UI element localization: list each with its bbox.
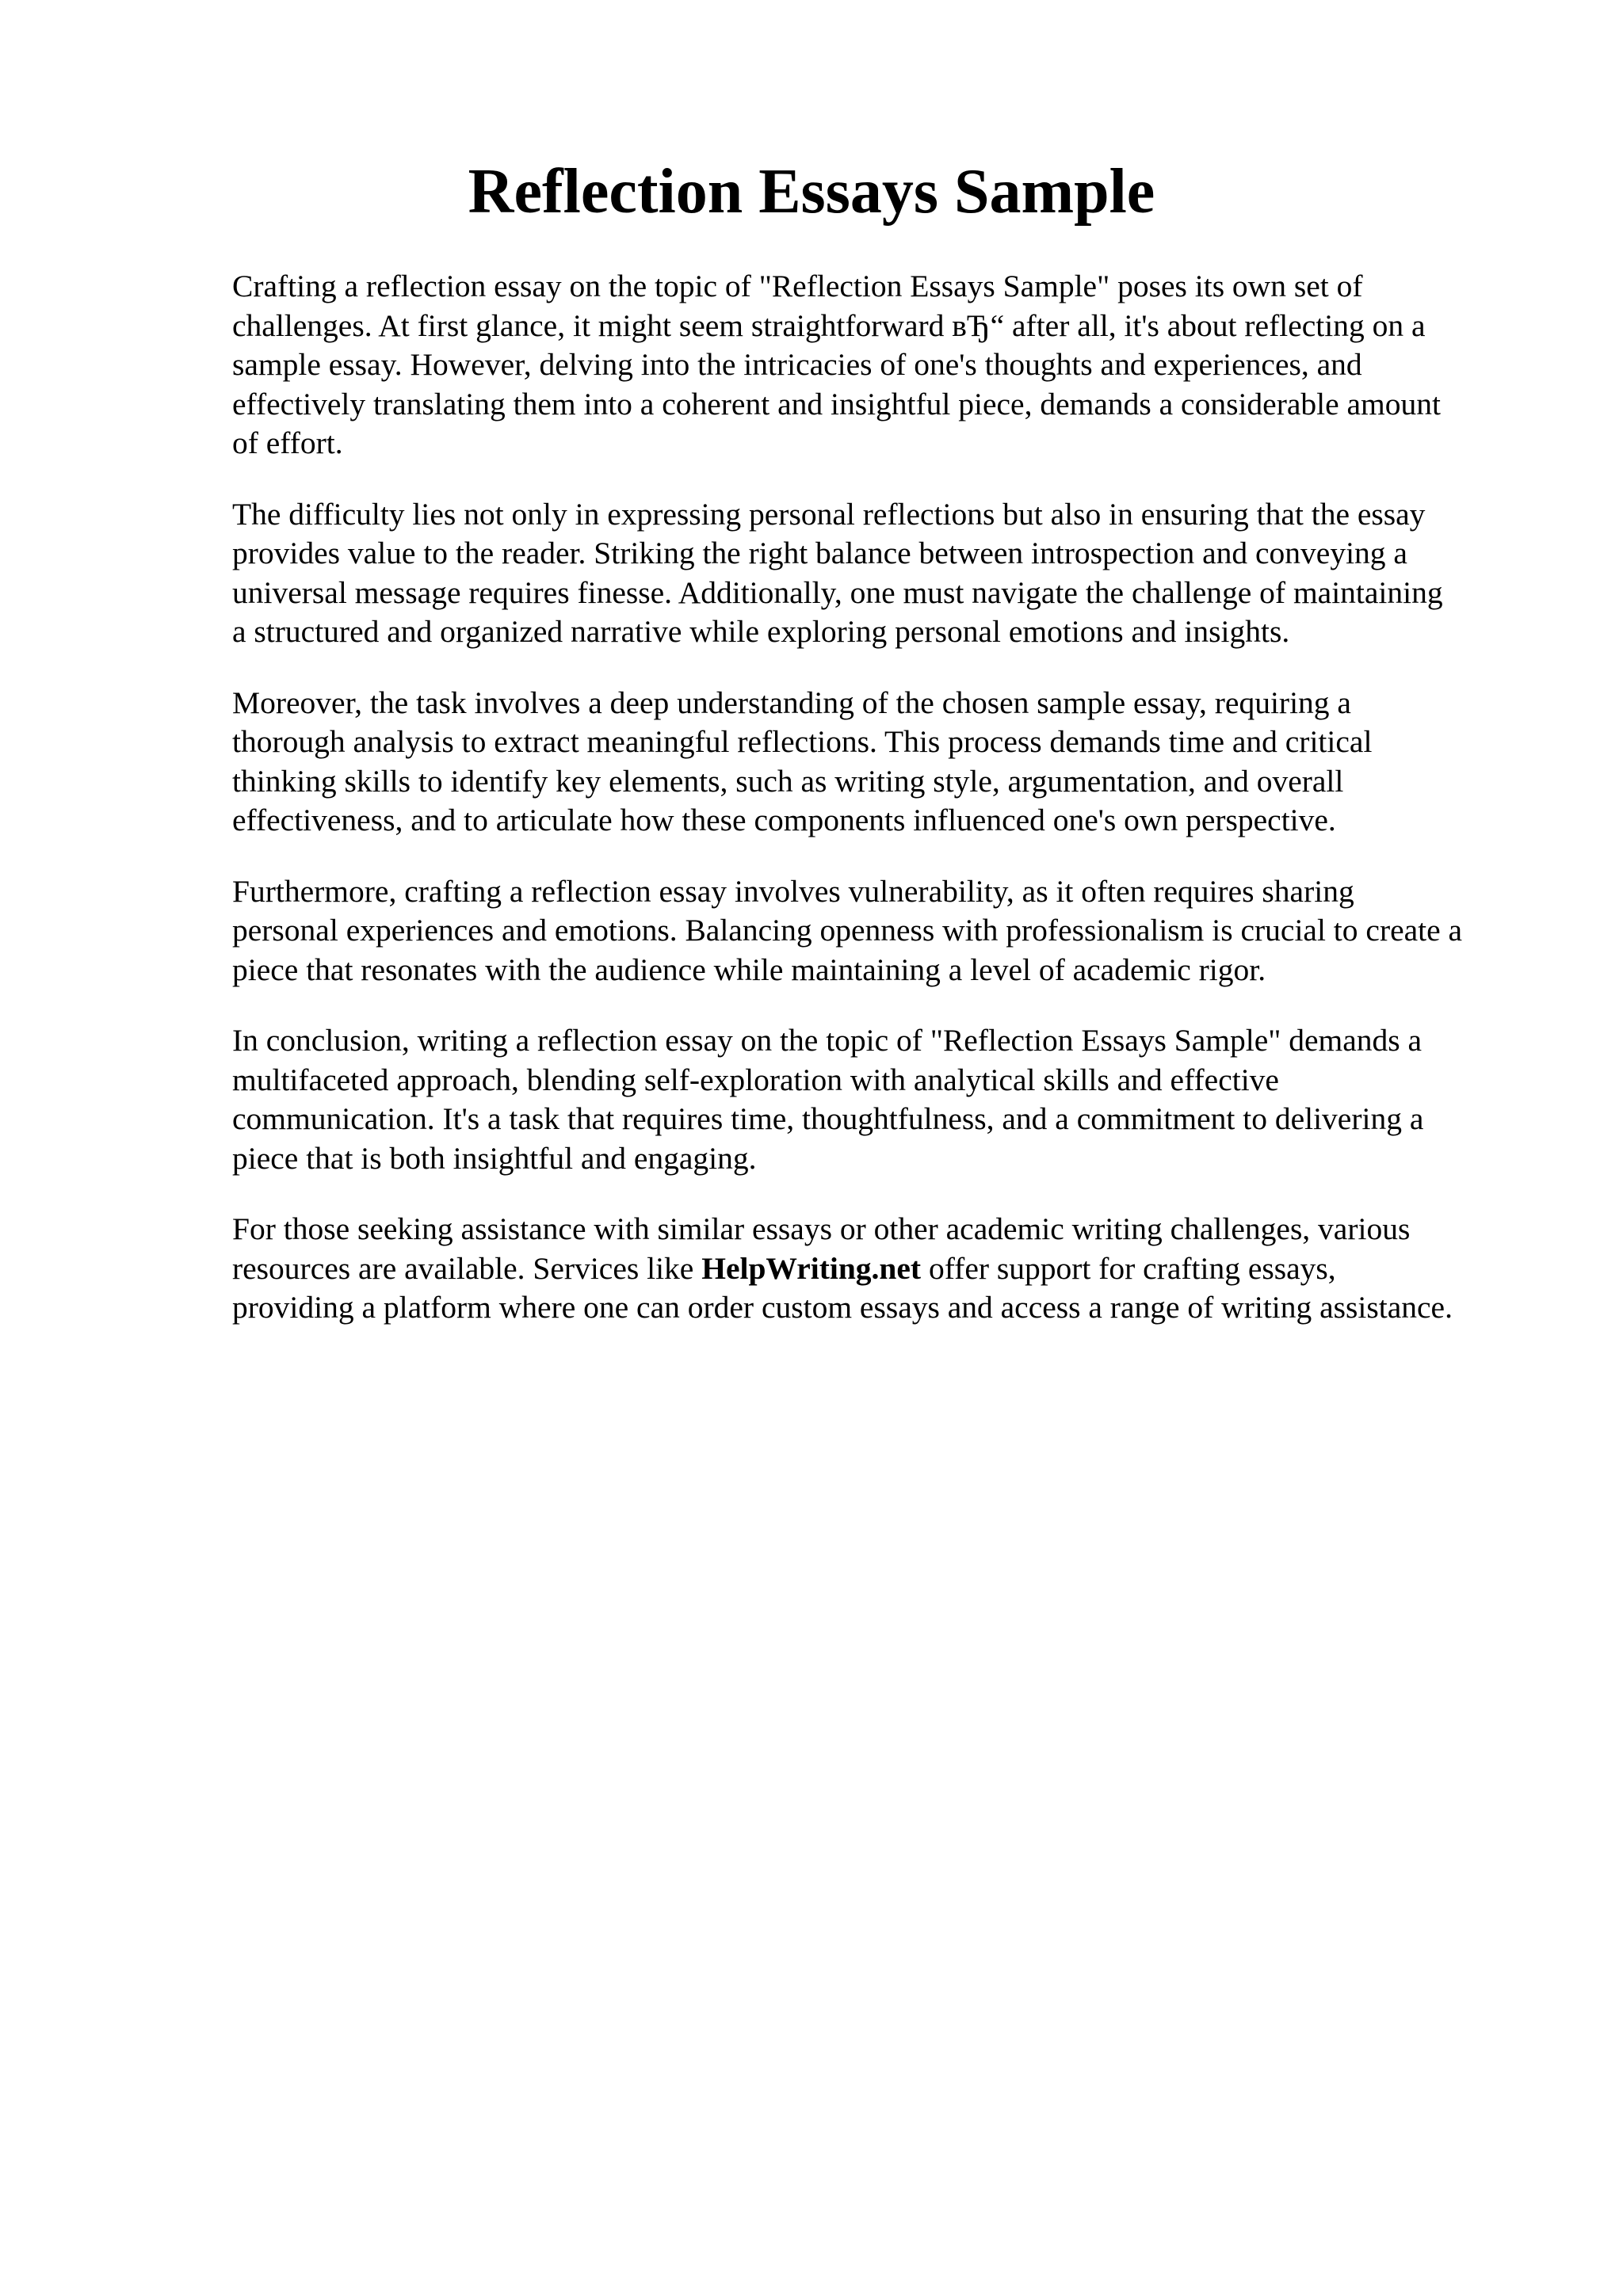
paragraph-closing bbox=[232, 1210, 1552, 1328]
paragraph-3 bbox=[232, 684, 1552, 841]
text-line: universal message requires finesse. Additionally, one must navigate the challenge of maintaining bbox=[232, 574, 1443, 610]
text-line: personal experiences and emotions. Balancing openness with professionalism is crucial to create a bbox=[232, 913, 1463, 948]
text-line: communication. It's a task that requires time, thoughtfulness, and a commitment to delivering a bbox=[232, 1101, 1424, 1136]
text-line: Furthermore, crafting a reflection essay involves vulnerability, as it often requires sharing bbox=[232, 873, 1354, 909]
text-segment: resources are available. Services like bbox=[232, 1250, 694, 1286]
text-line: of effort. bbox=[232, 425, 343, 460]
text-line: Moreover, the task involves a deep understanding of the chosen sample essay, requiring a bbox=[232, 685, 1351, 720]
brand-name: HelpWriting.net bbox=[701, 1250, 922, 1286]
text-line: Crafting a reflection essay on the topic of "Reflection Essays Sample" poses its own set of bbox=[232, 269, 1363, 303]
text-line: In conclusion, writing a reflection essay on the topic of "Reflection Essays Sample" demands a bbox=[232, 1023, 1423, 1058]
text-line: effectively translating them into a coherent and insightful piece, demands a considerable amount bbox=[232, 386, 1441, 421]
spacer bbox=[921, 1251, 929, 1286]
spacer bbox=[693, 1251, 701, 1286]
text-line: multifaceted approach, blending self-exploration with analytical skills and effective bbox=[232, 1062, 1279, 1097]
text-line: challenges. At first glance, it might seem straightforward вЂ“ after all, it's about reflecting on a bbox=[232, 307, 1426, 343]
text-line: sample essay. However, delving into the intricacies of one's thoughts and experiences, and bbox=[232, 347, 1362, 382]
paragraph-5 bbox=[232, 1021, 1552, 1178]
paragraph-4 bbox=[232, 872, 1552, 990]
text-line: providing a platform where one can order custom essays and access a range of writing assistance. bbox=[232, 1290, 1453, 1325]
paragraph-1 bbox=[232, 267, 1552, 463]
text-line: piece that resonates with the audience while maintaining a level of academic rigor. bbox=[232, 952, 1266, 987]
text-line: The difficulty lies not only in expressing personal reflections but also in ensuring that the essay bbox=[232, 496, 1426, 532]
text-segment: offer support for crafting essays, bbox=[928, 1250, 1336, 1286]
paragraph-2 bbox=[232, 495, 1552, 652]
text-line: For those seeking assistance with similar essays or other academic writing challenges, various bbox=[232, 1211, 1411, 1246]
text-line: thorough analysis to extract meaningful reflections. This process demands time and critical bbox=[232, 724, 1373, 759]
text-line-with-brand bbox=[232, 1249, 1552, 1289]
document-body bbox=[232, 267, 1552, 1360]
text-line: thinking skills to identify key elements, such as writing style, argumentation, and overall bbox=[232, 763, 1344, 799]
document-title: Reflection Essays Sample bbox=[468, 157, 1155, 227]
text-line: a structured and organized narrative while exploring personal emotions and insights. bbox=[232, 614, 1290, 649]
text-line: provides value to the reader. Striking the right balance between introspection and conveying a bbox=[232, 536, 1407, 570]
text-line: effectiveness, and to articulate how these components influenced one's own perspective. bbox=[232, 803, 1336, 837]
text-line: piece that is both insightful and engaging. bbox=[232, 1140, 757, 1176]
